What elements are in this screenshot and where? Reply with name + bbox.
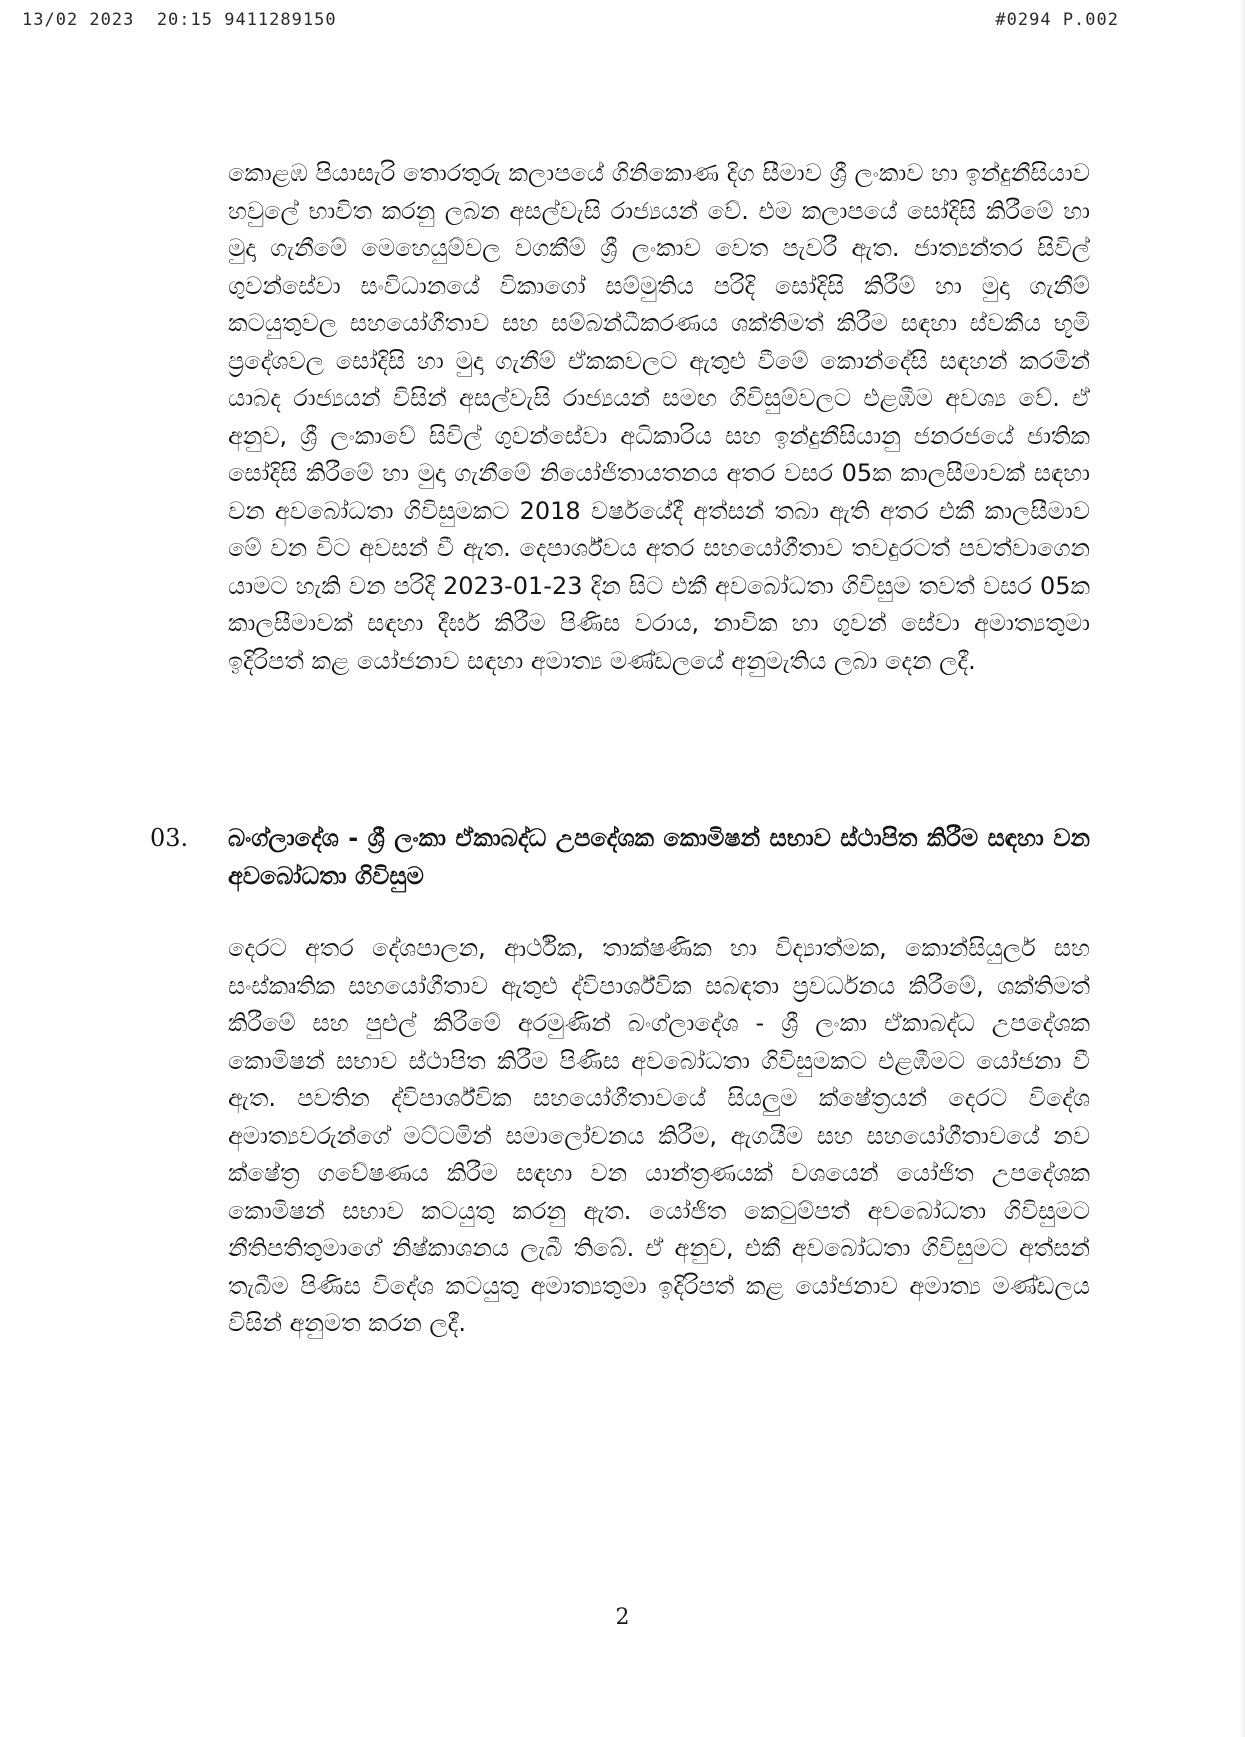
paragraph-bangladesh-joint-commission: දෙරට අතර දේශපාලන, ආර්ථික, තාක්ෂණික හා විද්‍යාත්මක, කොන්සියුලර් සහ සංස්කෘතික සහයෝගීතාව ඇතුළු ද්විපාර්ශ්වික සබඳතා ප්‍රවර්ධනය කිරීමේ, ශක්තිමත් කිරීමේ සහ පුළුල් කිරීමේ අරමුණින් බංග්ලාදේශ - ශ්‍රී ලංකා ඒකාබද්ධ උපදේශක කොමිෂන් සභාව ස්ථාපිත කිරීම පිණිස අවබෝධතා ගිවිසුමකට එළඹීමට යෝජනා වී ඇත. පවතින ද්විපාර්ශ්වික සහයෝගීතාවයේ සියලුම ක්ෂේත්‍රයන් දෙරට විදේශ අමාත්‍යවරුන්ගේ මට්ටමින් සමාලෝචනය කිරීම, ඇගයීම සහ සහයෝගීතාවයේ නව ක්ෂේත්‍ර ගවේෂණය කිරීම සඳහා වන යාන්ත්‍රණයක් වශයෙන් යෝජිත උපදේශක කොමිෂන් සභාව කටයුතු කරනු ඇත. යෝජිත කෙටුම්පත් අවබෝධතා ගිවිසුමට නීතිපතිතුමාගේ නිෂ්කාශනය ලැබී තිබේ. ඒ අනුව, එකී අවබෝධතා ගිවිසුමට අත්සන් තැබීම පිණිස විදේශ කටයුතු අමාත්‍යතුමා ඉදිරිපත් කළ යෝජනාව අමාත්‍ය මණ්ඩලය විසින් අනුමත කරන ලදී.	[228, 934, 1090, 1337]
fax-header	[0, 10, 1245, 40]
section-number: 03.	[150, 824, 189, 852]
scan-edge	[1239, 0, 1245, 1737]
fax-page-reference: #0294 P.002	[995, 10, 1119, 30]
paragraph-colombo-fir-sar: කොළඹ පියාසැරි තොරතුරු කලාපයේ ගිනිකොණ දිග සීමාව ශ්‍රී ලංකාව හා ඉන්දුනීසියාව හවුලේ භාවිත කරනු ලබන අසල්වැසි රාජ්‍යයන් වේ. එම කලාපයේ සෝදිසි කිරීමේ හා මුදා ගැනීමේ මෙහෙයුම්වල වගකීම් ශ්‍රී ලංකාව වෙත පැවරී ඇත. ජාත්‍යන්තර සිවිල් ගුවන්සේවා සංවිධානයේ විකාගෝ සම්මුතිය පරිදි සෝදිසි කිරීම් හා මුදා ගැනීම් කටයුතුවල සහයෝගීතාව සහ සම්බන්ධීකරණය ශක්තිමත් කිරීම සඳහා ස්වකීය භූමි ප්‍රදේශවල සෝදිසි හා මුදා ගැනීම් ඒකකවලට ඇතුළු වීමේ කොන්දේසි සඳහන් කරමින් යාබද රාජ්‍යයන් විසින් අසල්වැසි රාජ්‍යයන් සමඟ ගිවිසුම්වලට එළඹීම අවශ්‍ය වේ. ඒ අනුව, ශ්‍රී ලංකාවේ සිවිල් ගුවන්සේවා අධිකාරිය සහ ඉන්දුනීසියානු ජනරජයේ ජාතික සෝදිසි කිරීමේ හා මුදා ගැනීමේ නියෝජිතායතනය අතර වසර 05ක කාලසීමාවක් සඳහා වන අවබෝධතා ගිවිසුමකට 2018 වර්ෂයේදී අත්සන් තබා ඇති අතර එකී කාලසීමාව මේ වන විට අවසන් වී ඇත. දෙපාර්ශ්වය අතර සහයෝගීතාව තවදුරටත් පවත්වාගෙන යාමට හැකි වන පරිදි 2023-01-23 දින සිට එකී අවබෝධතා ගිවිසුම තවත් වසර 05ක කාලසීමාවක් සඳහා දීර්ඝ කිරීම පිණිස වරාය, නාවික හා ගුවන් සේවා අමාත්‍යතුමා ඉදිරිපත් කළ යෝජනාව සඳහා අමාත්‍ය මණ්ඩලයේ අනුමැතිය ලබා දෙන ලදී.	[228, 159, 1090, 675]
section-title: බංග්ලාදේශ - ශ්‍රී ලංකා ඒකාබද්ධ උපදේශක කොමිෂන් සභාව ස්ථාපිත කිරීම සඳහා වන අවබෝධතා ගිවිසුම	[228, 824, 1090, 890]
fax-date-time-number: 13/02 2023 20:15 9411289150	[22, 10, 337, 30]
page-number: 2	[615, 1605, 630, 1630]
